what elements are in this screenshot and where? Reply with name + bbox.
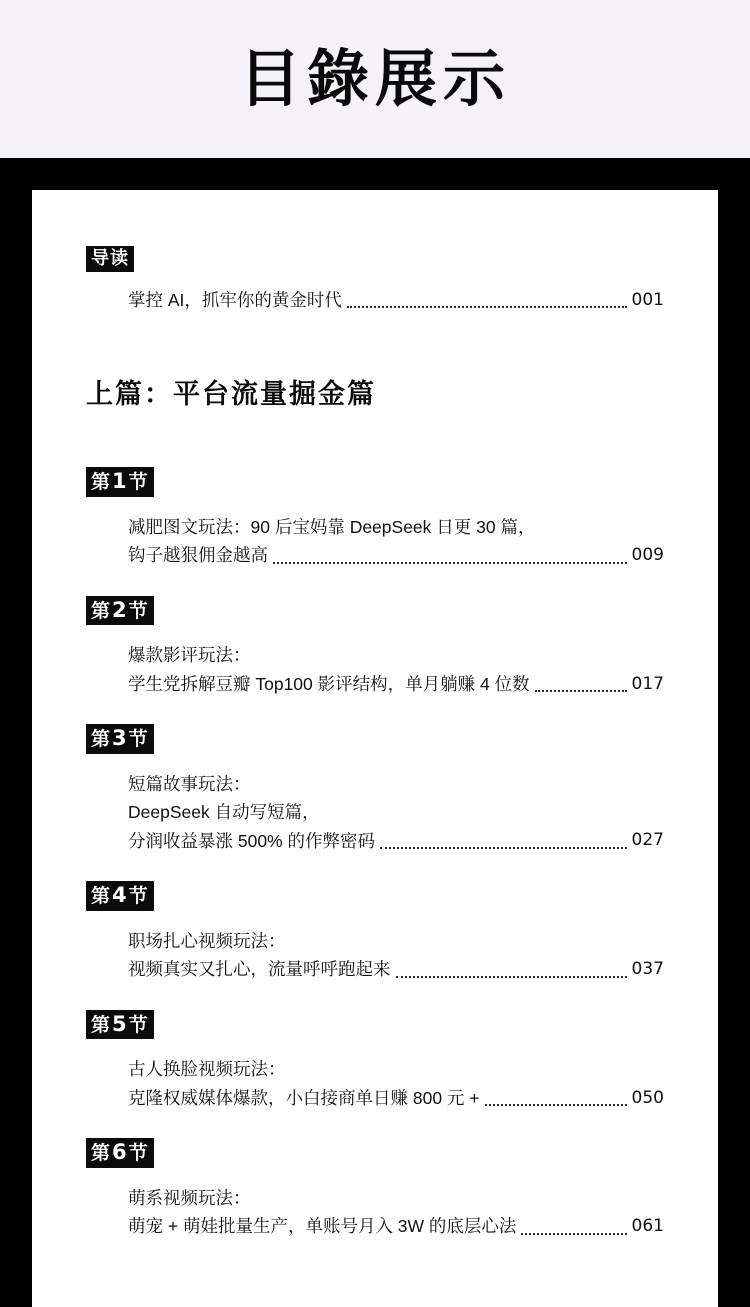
toc-entry-line: 分润收益暴涨 500% 的作弊密码	[128, 830, 375, 851]
part-heading: 上篇：平台流量掘金篇	[86, 379, 376, 410]
toc-entry-2	[128, 641, 664, 698]
toc-entry-line: 克隆权威媒体爆款，小白接商单日赚 800 元 +	[128, 1087, 480, 1108]
toc-entry-5	[128, 1055, 664, 1112]
leader-dots	[347, 306, 627, 308]
section-label-5: 第5节	[86, 1010, 154, 1040]
toc-entry-line: 爆款影评玩法：	[128, 645, 251, 666]
section-label-2: 第2节	[86, 596, 154, 626]
toc-section-6[interactable]	[86, 1138, 664, 1241]
leader-dots	[396, 976, 627, 978]
leader-dots	[273, 562, 627, 564]
leader-dots	[521, 1233, 626, 1235]
toc-entry-line: 古人换脸视频玩法：	[128, 1059, 286, 1080]
intro-section	[86, 246, 664, 314]
banner	[0, 0, 750, 158]
toc-list	[86, 467, 664, 1241]
section-label-3: 第3节	[86, 724, 154, 754]
section-label-1: 第1节	[86, 467, 154, 497]
toc-section-4[interactable]	[86, 881, 664, 984]
toc-entry-line: 短篇故事玩法：	[128, 773, 251, 794]
toc-entry-text: 掌控 AI，抓牢你的黄金时代	[128, 289, 342, 310]
toc-entry-row	[128, 670, 664, 698]
section-label-6: 第6节	[86, 1138, 154, 1168]
section-label-4: 第4节	[86, 881, 154, 911]
toc-page-number: 027	[631, 830, 664, 851]
toc-entry-4	[128, 927, 664, 984]
toc-section-2[interactable]	[86, 596, 664, 699]
toc-section-3[interactable]	[86, 724, 664, 855]
toc-entry-line: 视频真实又扎心，流量呼呼跑起来	[128, 959, 391, 980]
leader-dots	[485, 1104, 627, 1106]
toc-page-number: 050	[631, 1087, 664, 1108]
toc-page-number: 009	[631, 545, 664, 566]
toc-page-number: 061	[631, 1216, 664, 1237]
toc-section-5[interactable]	[86, 1010, 664, 1113]
intro-entry[interactable]	[128, 286, 664, 314]
toc-section-1[interactable]	[86, 467, 664, 570]
toc-page-number: 037	[631, 958, 664, 979]
toc-page-number: 017	[631, 673, 664, 694]
toc-page-number: 001	[631, 289, 664, 310]
toc-entry-line: 萌宠 + 萌娃批量生产，单账号月入 3W 的底层心法	[128, 1216, 517, 1237]
intro-label: 导读	[86, 246, 134, 272]
toc-entry-line: 萌系视频玩法：	[128, 1187, 251, 1208]
toc-entry-row	[128, 1212, 664, 1240]
toc-entry-row	[128, 1084, 664, 1112]
table-of-contents-page	[32, 190, 718, 1307]
toc-entry-6	[128, 1184, 664, 1241]
document-sheet-wrapper	[0, 158, 750, 1307]
toc-entry-3	[128, 770, 664, 855]
toc-entry-row	[128, 827, 664, 855]
leader-dots	[380, 847, 627, 849]
toc-entry-line: 减肥图文玩法：90 后宝妈靠 DeepSeek 日更 30 篇，	[128, 516, 536, 537]
leader-dots	[535, 690, 627, 692]
toc-entry-1	[128, 513, 664, 570]
toc-entry-line: 职场扎心视频玩法：	[128, 930, 286, 951]
toc-entry-line: 钩子越狠佣金越高	[128, 545, 268, 566]
toc-entry-line: DeepSeek 自动写短篇，	[128, 802, 320, 823]
toc-entry-row	[128, 286, 664, 314]
banner-title: 目錄展示	[238, 42, 511, 115]
toc-entry-row	[128, 541, 664, 569]
toc-entry-row	[128, 955, 664, 983]
toc-entry-line: 学生党拆解豆瓣 Top100 影评结构，单月躺赚 4 位数	[128, 673, 530, 694]
